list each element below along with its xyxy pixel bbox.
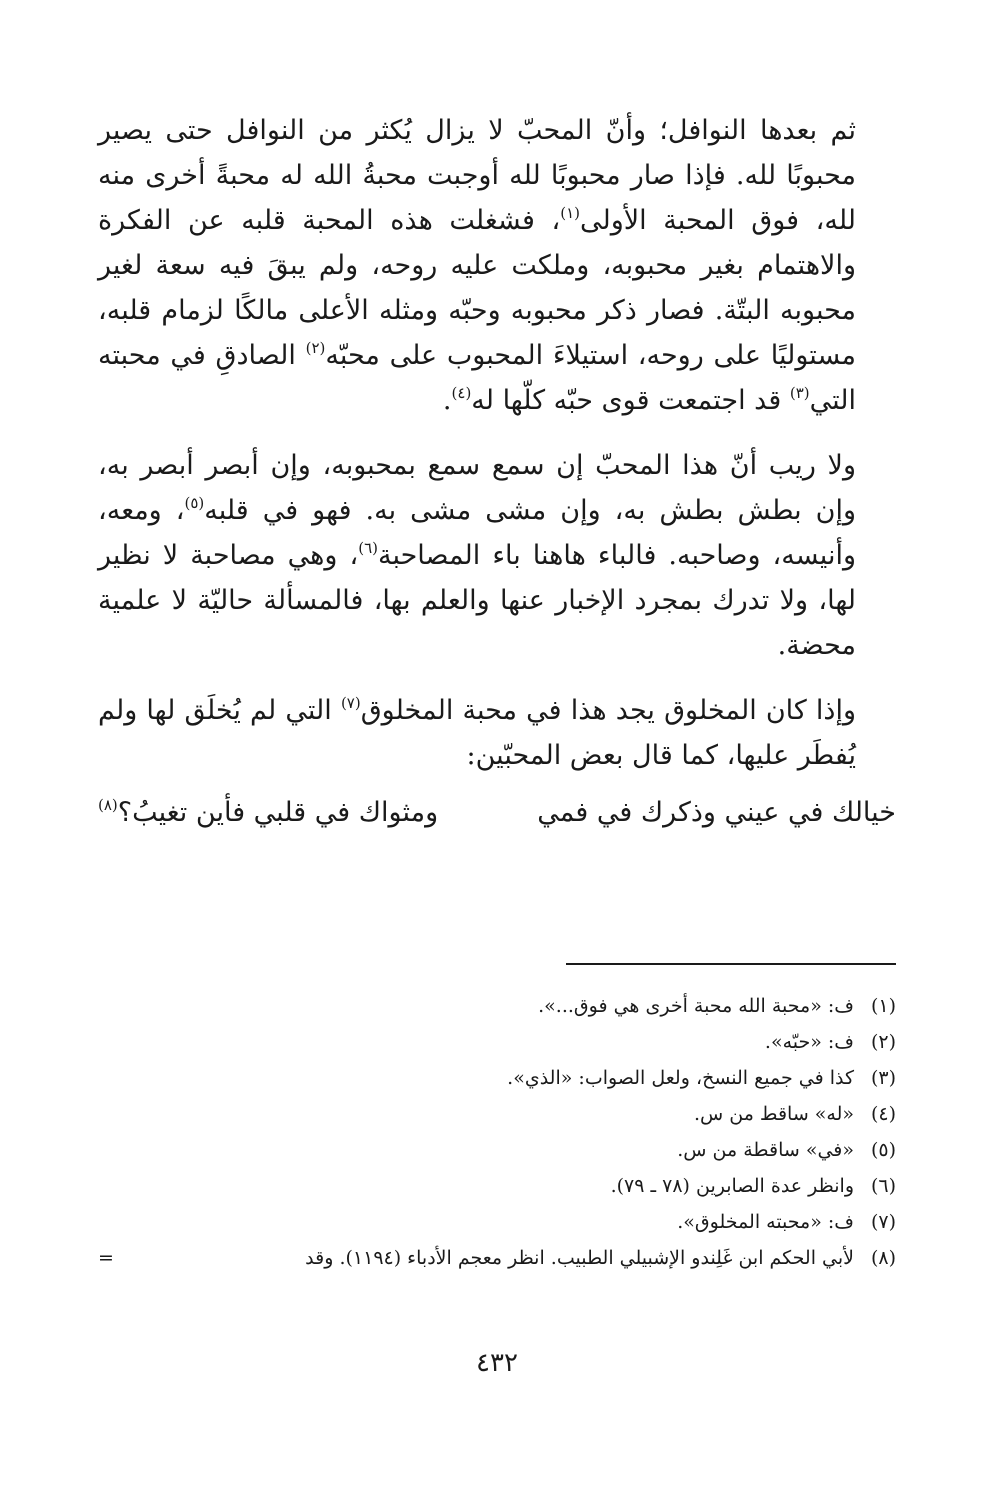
footnote-marker: (٦)	[358, 539, 378, 557]
footnote-number: (٤)	[870, 1103, 896, 1125]
footnote-text: ف: «حبّه».	[764, 1031, 854, 1053]
footnote-number: (٨)	[870, 1247, 896, 1269]
footnote-text: وانظر عدة الصابرين (٧٨ ـ ٧٩).	[610, 1175, 854, 1197]
paragraph-1	[98, 108, 896, 423]
footnote-item	[98, 1024, 896, 1060]
footnote-marker: (١)	[560, 204, 580, 222]
paragraph-text: التي لم يُخلَق لها ولم يُفطَر عليها، كما قال بعض المحبّين:	[98, 695, 856, 771]
footnote-number: (٦)	[870, 1175, 896, 1197]
footnote-number: (٢)	[870, 1031, 896, 1053]
footnote-text: «له» ساقط من س.	[693, 1103, 854, 1125]
footnote-text: «في» ساقطة من س.	[677, 1139, 854, 1161]
footnote-item	[98, 1240, 896, 1276]
footnote-marker: (٨)	[98, 796, 118, 814]
page-number: ٤٣٢	[476, 1348, 518, 1378]
footnote-marker: (٢)	[305, 339, 326, 357]
footnote-item	[98, 1096, 896, 1132]
paragraph-2	[98, 443, 896, 668]
footnote-text: كذا في جميع النسخ، ولعل الصواب: «الذي».	[507, 1067, 854, 1089]
footnote-item	[98, 988, 896, 1024]
paragraph-text: ، فشغلت هذه المحبة قلبه عن الفكرة والاهتمام بغير محبوبه، وملكت عليه روحه، ولم يبقَ فيه سعة لغير محبوبه البتّة. فصار ذكر محبوبه وحبّه ومثله الأعلى مالكًا لزمام قلبه، مستوليًا على روحه، استيلاءَ المحبوب على محبّه	[98, 205, 856, 371]
verse-second-hemistich-text: ومثواك في قلبي فأين تغيبُ؟	[117, 797, 439, 828]
footnote-item	[98, 1132, 896, 1168]
footnote-continuation-mark: =	[98, 1247, 114, 1269]
footnote-text: ف: «محبة الله محبة أخرى هي فوق...».	[538, 995, 854, 1017]
paragraph-text: ، وهي مصاحبة لا نظير لها، ولا تدرك بمجرد الإخبار عنها والعلم بها، فالمسألة حاليّة لا علمية محضة.	[98, 540, 856, 661]
book-page	[98, 108, 896, 1408]
footnote-marker: (٧)	[340, 694, 361, 712]
paragraph-text: الصادقِ في محبته التي	[98, 340, 856, 416]
paragraph-text: ، ومعه، وأنيسه، وصاحبه. فالباء هاهنا باء المصاحبة	[98, 495, 856, 571]
footnote-number: (٥)	[870, 1139, 896, 1161]
footnote-marker: (٤)	[451, 384, 472, 402]
verse-first-hemistich: خيالك في عيني وذكرك في فمي	[537, 797, 896, 828]
footnotes-list	[98, 988, 896, 1276]
poetry-verse	[98, 790, 896, 840]
footnote-text: ف: «محبته المخلوق».	[677, 1211, 854, 1233]
footnote-marker: (٥)	[184, 494, 205, 512]
footnote-marker: (٣)	[789, 384, 810, 402]
paragraph-text: ثم بعدها النوافل؛ وأنّ المحبّ لا يزال يُكثر من النوافل حتى يصير محبوبًا لله. فإذا صار محبوبًا لله أوجبت محبةُ الله له محبةً أخرى منه لله، فوق المحبة الأولى	[98, 115, 856, 236]
footnote-item	[98, 1204, 896, 1240]
footnote-number: (١)	[870, 995, 896, 1017]
footnote-separator-rule	[566, 963, 896, 965]
paragraph-text: ولا ريب أنّ هذا المحبّ إن سمع سمع بمحبوبه، وإن أبصر أبصر به، وإن بطش بطش به، وإن مشى مشى به. فهو في قلبه	[98, 450, 857, 526]
footnote-number: (٧)	[870, 1211, 896, 1233]
footnote-number: (٣)	[870, 1067, 896, 1089]
footnote-text: لأبي الحكم ابن غَلِندو الإشبيلي الطبيب. انظر معجم الأدباء (١١٩٤). وقد	[305, 1247, 854, 1269]
footnote-item	[98, 1060, 896, 1096]
paragraph-text: .	[442, 385, 452, 416]
paragraph-text: قد اجتمعت قوى حبّه كلّها له	[471, 385, 790, 416]
verse-second-hemistich	[98, 790, 438, 835]
paragraph-3	[98, 688, 896, 778]
paragraph-text: وإذا كان المخلوق يجد هذا في محبة المخلوق	[360, 695, 856, 726]
footnote-item	[98, 1168, 896, 1204]
